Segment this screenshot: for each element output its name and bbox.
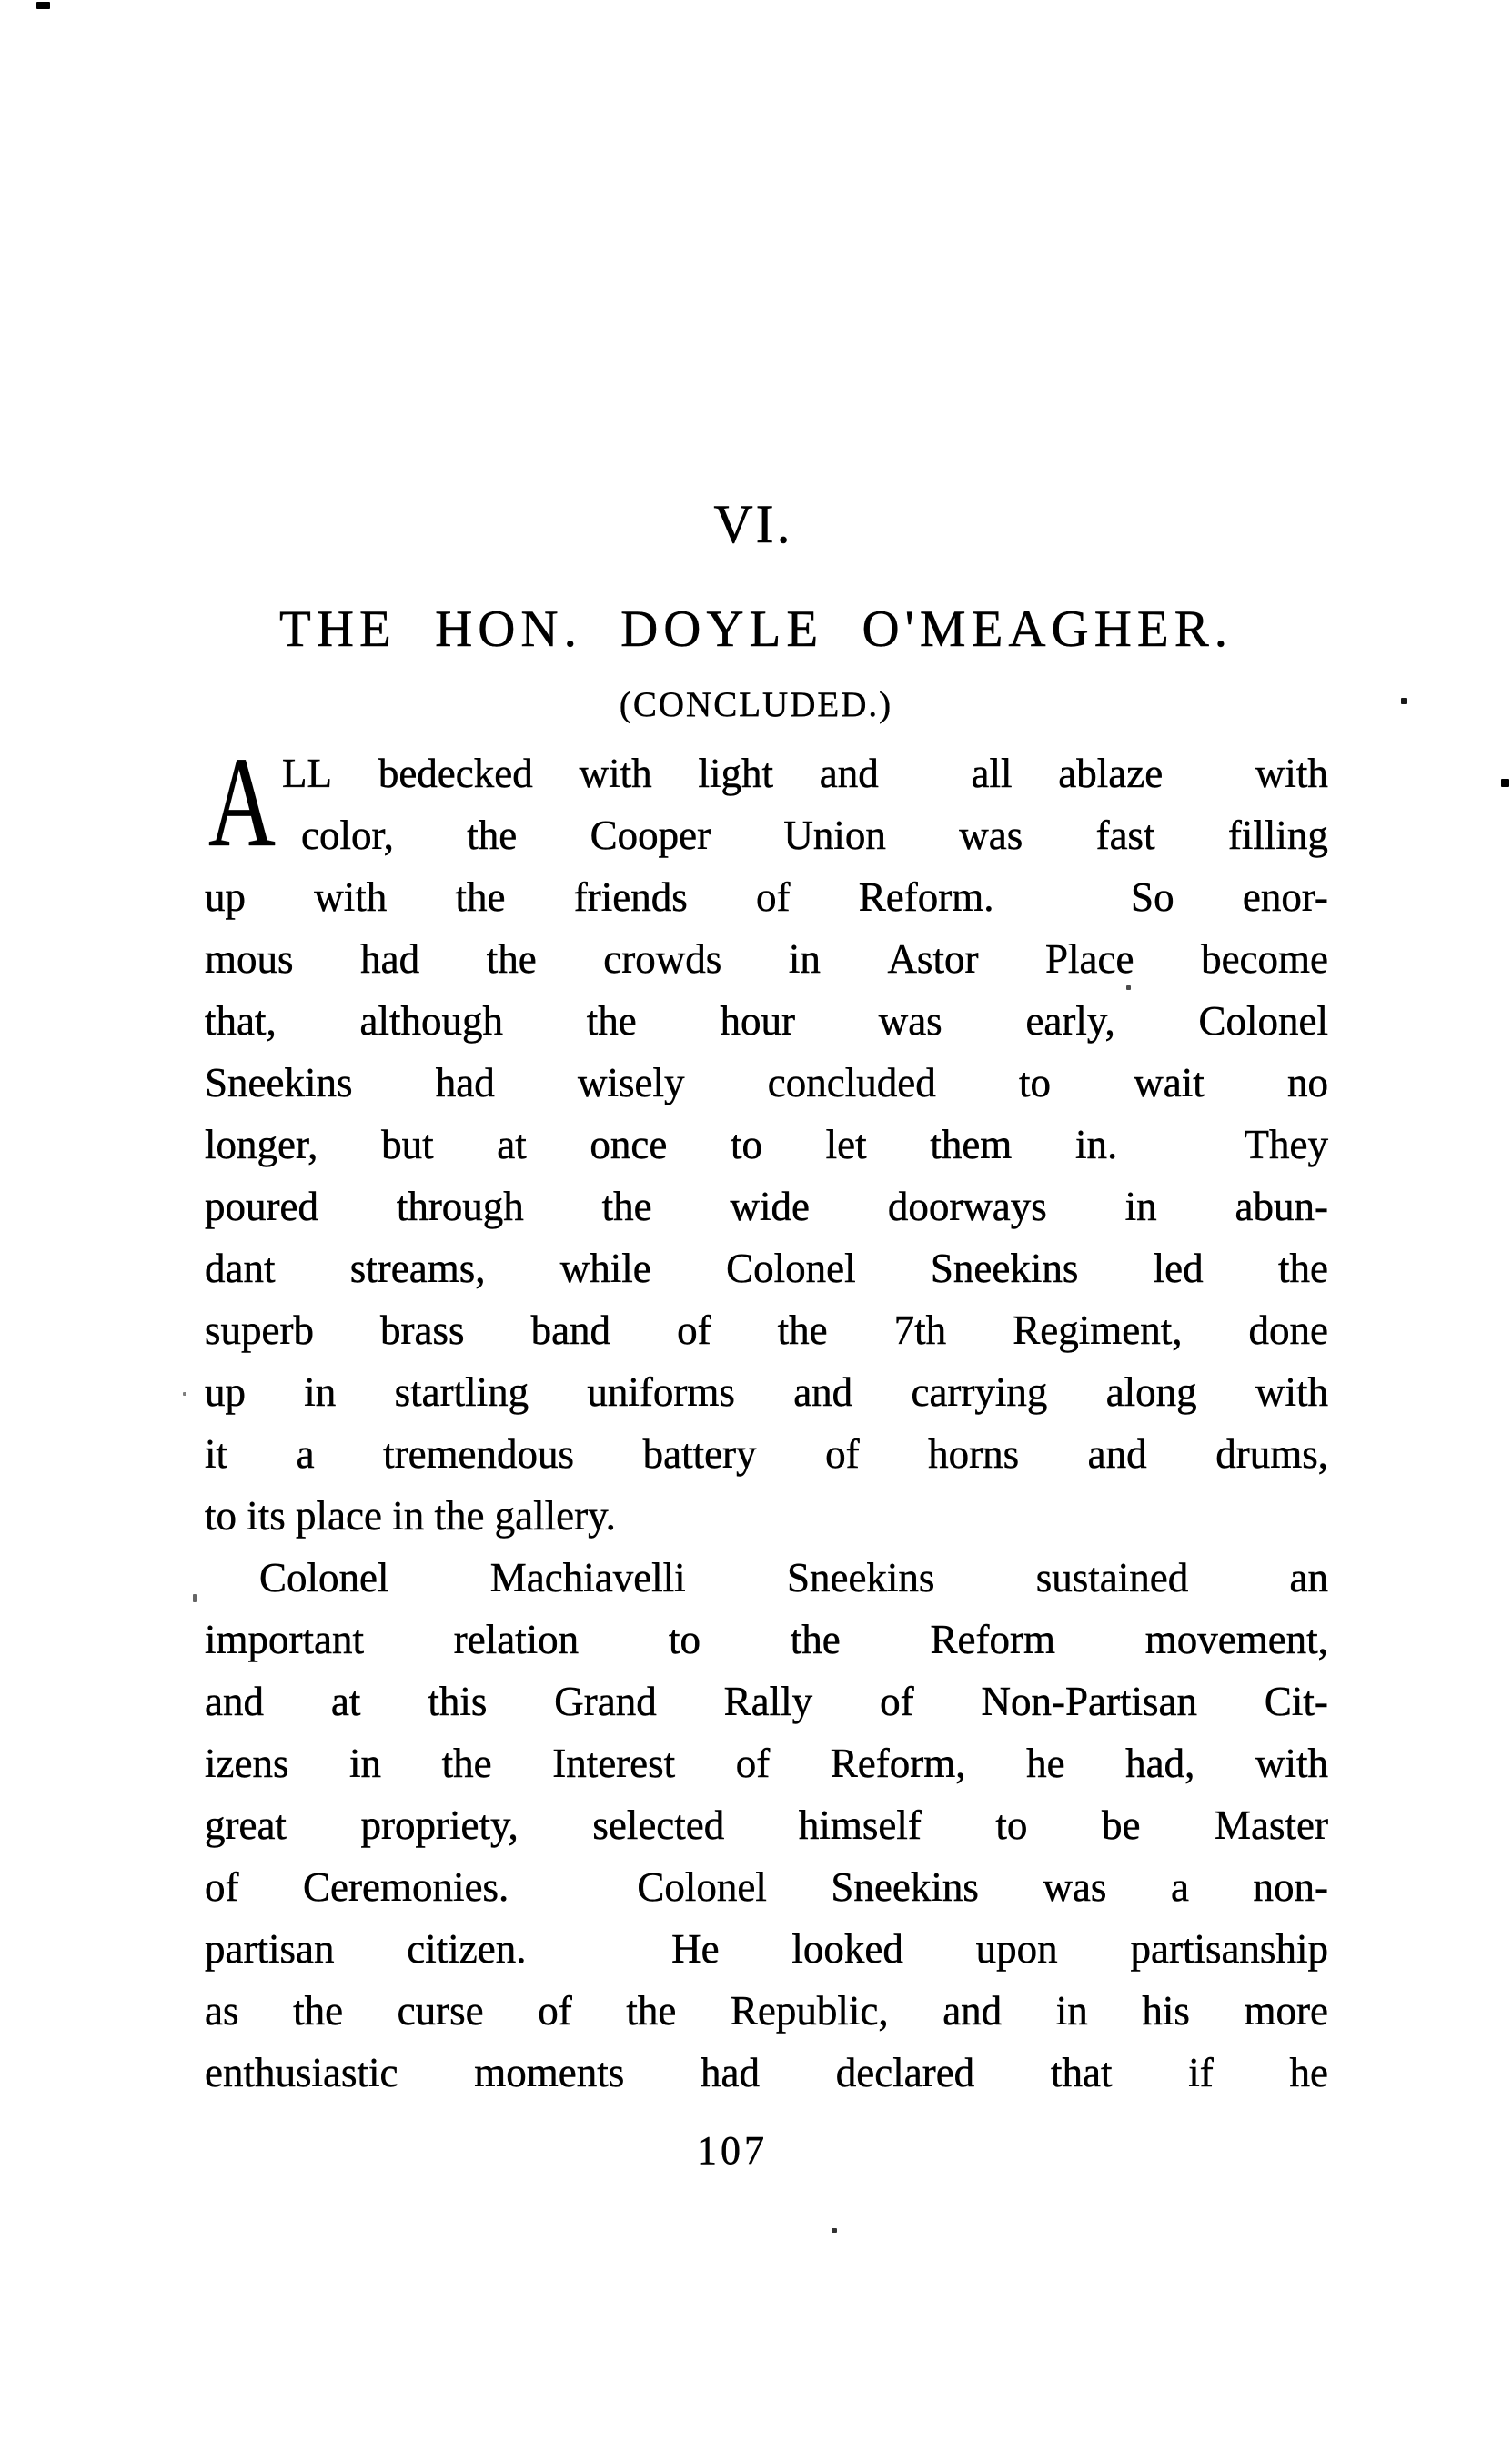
text-line: important relation to the Reform movement, [205, 1617, 1328, 1662]
chapter-subtitle: (CONCLUDED.) [619, 685, 893, 724]
text-line: longer, but at once to let them in. They [205, 1122, 1328, 1167]
scan-speck [1501, 779, 1509, 787]
text-line: enthusiastic moments had declared that if he [205, 2050, 1328, 2095]
text-line: izens in the Interest of Reform, he had, with [205, 1741, 1328, 1786]
text-line: great propriety, selected himself to be Master [205, 1802, 1328, 1848]
scan-speck [183, 1392, 186, 1396]
text-line: LL bedecked with light and all ablaze with [282, 751, 1328, 796]
drop-cap-letter: A [208, 730, 276, 873]
section-number: VI. [713, 494, 793, 554]
text-line: dant streams, while Colonel Sneekins led the [205, 1246, 1328, 1291]
scan-speck [193, 1594, 197, 1602]
body-text [205, 730, 1328, 2104]
text-line: up with the friends of Reform. So enor- [205, 874, 1328, 920]
scan-speck [1401, 698, 1407, 704]
text-line: Sneekins had wisely concluded to wait no [205, 1060, 1328, 1105]
text-line: superb brass band of the 7th Regiment, done [205, 1307, 1328, 1353]
scan-speck [36, 2, 50, 9]
text-line: and at this Grand Rally of Non-Partisan Cit- [205, 1679, 1328, 1724]
text-line: that, although the hour was early, Colonel [205, 998, 1328, 1044]
text-line: to its place in the gallery. [205, 1493, 616, 1539]
text-line: as the curse of the Republic, and in his more [205, 1988, 1328, 2034]
text-line: Colonel Machiavelli Sneekins sustained an [259, 1555, 1328, 1600]
text-line: poured through the wide doorways in abun- [205, 1184, 1328, 1229]
text-line: partisan citizen. He looked upon partisanship [205, 1926, 1328, 1972]
chapter-title: THE HON. DOYLE O'MEAGHER. [279, 601, 1233, 658]
page-number: 107 [697, 2128, 768, 2173]
text-line: it a tremendous battery of horns and drums, [205, 1431, 1328, 1477]
text-line: up in startling uniforms and carrying along with [205, 1369, 1328, 1415]
scan-speck [832, 2228, 837, 2233]
text-line: color, the Cooper Union was fast filling [301, 813, 1328, 858]
text-line: mous had the crowds in Astor Place become [205, 936, 1328, 982]
text-line: of Ceremonies. Colonel Sneekins was a non- [205, 1864, 1328, 1910]
scan-speck [1126, 985, 1131, 990]
